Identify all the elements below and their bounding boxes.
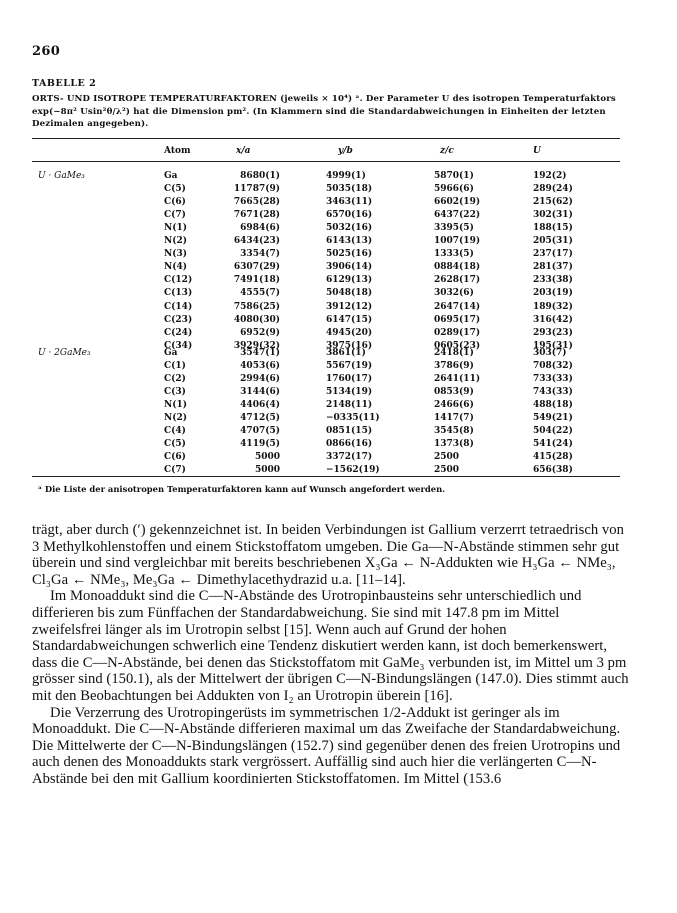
atom-cell: Ga <box>164 348 178 358</box>
u-cell: 293(23) <box>533 327 573 338</box>
z-cell: 0289(17) <box>434 327 481 338</box>
z-cell: 1333(5) <box>434 249 474 260</box>
z-cell: 3545(8) <box>434 426 474 437</box>
u-cell: 205(31) <box>533 236 573 247</box>
body-text <box>32 522 632 788</box>
paragraph-3: Die Verzerrung des Urotropingerüsts im symmetrischen 1/2-Addukt ist geringer als im Monoaddukt. Die C—N-Abstände differieren maximal um das Zweifache der Standardabweichung. Die Mittelwerte der C—N-Bindungslängen (152.7) sind gegenüber denen des freien Urotropins und auch denen des Monoaddukts stark vergrössert. Auffällig sind auch hier die verlängerten C—N-Abstände bei den mit Gallium koordinierten Stickstoffatomen. Im Mittel (153.6 <box>32 704 621 787</box>
x-cell: 5000 <box>254 465 280 476</box>
z-cell: 2466(6) <box>434 400 474 411</box>
atom-cell: N(3) <box>164 249 188 260</box>
y-cell: 3372(17) <box>326 452 373 463</box>
group-label: U · GaMe₃ <box>38 171 85 181</box>
u-cell: 192(2) <box>533 171 567 181</box>
page-number: 260 <box>32 44 61 59</box>
y-cell: 1760(17) <box>326 374 373 385</box>
z-cell: 2500 <box>434 465 460 476</box>
x-cell: 6434(23) <box>233 236 280 247</box>
u-cell: 415(28) <box>533 452 573 463</box>
table-label: TABELLE 2 <box>32 78 97 89</box>
y-cell: 4945(20) <box>326 327 373 338</box>
x-cell: 3547(1) <box>240 348 280 358</box>
y-cell: 3861(1) <box>326 348 366 358</box>
x-cell: 4712(5) <box>240 413 280 424</box>
x-cell: 8680(1) <box>240 171 280 181</box>
x-cell: 5000 <box>254 452 280 463</box>
y-cell: 6147(15) <box>326 314 373 325</box>
x-cell: 4555(7) <box>240 288 280 299</box>
y-cell: 6129(13) <box>326 275 373 286</box>
paragraph-1: trägt, aber durch (′) gekennzeichnet ist. In beiden Verbindungen ist Gallium verzerrt tetraedrisch von 3 Methylkohlenstoffen und einem Stickstoffatom umgeben. Die Ga—N-Abstände stimmen sehr gut überein und sind vergleichbar mit bereits beschriebenen X₃Ga ← N-Addukten wie H₃Ga ← NMe₃, Cl₃Ga ← NMe₃, Me₃Ga ← Dimethylacethydrazid u.a. [11–14]. <box>32 522 624 588</box>
z-cell: 2418(1) <box>434 348 474 358</box>
u-cell: 743(33) <box>533 387 573 398</box>
y-cell: 3906(14) <box>326 262 373 273</box>
u-cell: 504(22) <box>533 426 573 437</box>
z-cell: 6602(19) <box>434 197 481 208</box>
x-cell: 4707(5) <box>240 426 280 437</box>
atom-cell: N(2) <box>164 413 188 424</box>
z-cell: 2641(11) <box>434 374 481 385</box>
x-cell: 7491(18) <box>233 275 280 286</box>
x-cell: 6307(29) <box>233 262 280 273</box>
y-cell: 3912(12) <box>326 301 373 312</box>
u-cell: 656(38) <box>533 465 573 476</box>
u-cell: 316(42) <box>533 314 573 325</box>
z-cell: 0605(23) <box>434 340 481 351</box>
atom-cell: C(1) <box>164 361 186 372</box>
u-cell: 215(62) <box>533 197 573 208</box>
z-cell: 5966(6) <box>434 184 474 195</box>
z-cell: 3395(5) <box>434 223 474 234</box>
atom-cell: C(6) <box>164 197 186 208</box>
header-x: x/a <box>236 146 251 156</box>
u-cell: 302(31) <box>533 210 573 221</box>
y-cell: 5048(18) <box>326 288 373 299</box>
u-cell: 488(18) <box>533 400 573 411</box>
u-cell: 289(24) <box>533 184 573 195</box>
atom-cell: N(2) <box>164 236 188 247</box>
z-cell: 2628(17) <box>434 275 481 286</box>
atom-cell: C(12) <box>164 275 193 286</box>
u-cell: 541(24) <box>533 439 573 450</box>
table-header-rule <box>32 161 620 162</box>
atom-cell: C(3) <box>164 387 186 398</box>
atom-cell: C(6) <box>164 452 186 463</box>
atom-cell: C(4) <box>164 426 186 437</box>
atom-cell: Ga <box>164 171 178 181</box>
y-cell: 3463(11) <box>326 197 373 208</box>
atom-cell: N(4) <box>164 262 188 273</box>
u-cell: 195(31) <box>533 340 573 351</box>
atom-cell: C(13) <box>164 288 193 299</box>
z-cell: 1373(8) <box>434 439 474 450</box>
x-cell: 7671(28) <box>233 210 280 221</box>
z-cell: 0884(18) <box>434 262 481 273</box>
x-cell: 3144(6) <box>240 387 280 398</box>
x-cell: 4080(30) <box>233 314 280 325</box>
atom-cell: C(7) <box>164 210 186 221</box>
y-cell: 6570(16) <box>326 210 373 221</box>
x-cell: 4406(4) <box>240 400 280 411</box>
x-cell: 6952(9) <box>240 327 280 338</box>
atom-cell: C(23) <box>164 314 193 325</box>
header-z: z/c <box>440 146 454 156</box>
x-cell: 2994(6) <box>240 374 280 385</box>
z-cell: 0695(17) <box>434 314 481 325</box>
table-caption: ORTS- UND ISOTROPE TEMPERATURFAKTOREN (jeweils × 10⁴) ᵃ. Der Parameter U des isotropen Temperaturfaktors exp(−8π² Usin²θ/λ²) hat die Dimension pm². (In Klammern sind die Standardabweichungen in Einheiten der letzten Dezimalen angegeben). <box>32 94 616 129</box>
u-cell: 549(21) <box>533 413 573 424</box>
y-cell: 5025(16) <box>326 249 373 260</box>
y-cell: −0335(11) <box>326 413 380 424</box>
header-y: y/b <box>338 146 353 156</box>
z-cell: 6437(22) <box>434 210 481 221</box>
x-cell: 7665(28) <box>233 197 280 208</box>
u-cell: 237(17) <box>533 249 573 260</box>
atom-cell: C(34) <box>164 340 193 351</box>
z-cell: 0853(9) <box>434 387 474 398</box>
z-cell: 1007(19) <box>434 236 481 247</box>
y-cell: 0866(16) <box>326 439 373 450</box>
z-cell: 1417(7) <box>434 413 474 424</box>
y-cell: 6143(13) <box>326 236 373 247</box>
atom-cell: C(14) <box>164 301 193 312</box>
x-cell: 7586(25) <box>233 301 280 312</box>
x-cell: 6984(6) <box>240 223 280 234</box>
y-cell: 0851(15) <box>326 426 373 437</box>
y-cell: 5567(19) <box>326 361 373 372</box>
z-cell: 5870(1) <box>434 171 474 181</box>
y-cell: −1562(19) <box>326 465 380 476</box>
z-cell: 3786(9) <box>434 361 474 372</box>
atom-cell: C(7) <box>164 465 186 476</box>
y-cell: 5035(18) <box>326 184 373 195</box>
y-cell: 4999(1) <box>326 171 366 181</box>
u-cell: 708(32) <box>533 361 573 372</box>
x-cell: 3929(32) <box>233 340 280 351</box>
y-cell: 5134(19) <box>326 387 373 398</box>
u-cell: 281(37) <box>533 262 573 273</box>
y-cell: 2148(11) <box>326 400 373 411</box>
atom-cell: C(2) <box>164 374 186 385</box>
z-cell: 2500 <box>434 452 460 463</box>
paragraph-2: Im Monoaddukt sind die C—N-Abstände des Urotropinbausteins sehr unterschiedlich und differieren bis zum Fünffachen der Standardabweichung. Sie sind mit 147.8 pm im Mittel zweifelsfrei länger als im Urotropin selbst [15]. Wenn auch auf Grund der hohen Standardabweichungen schwerlich eine Tendenz diskutiert werden kann, ist doch bemerkenswert, dass die C—N-Abstände, bei denen das Stickstoffatom mit GaMe₃ verbunden ist, im Mittel um 3 pm grösser sind (150.1), als der Mittelwert der übrigen C—N-Bindungslängen (147.0). Dies stimmt auch mit den Beobachtungen bei Addukten von I₂ an Urotropin überein [16]. <box>32 588 629 704</box>
table-top-rule <box>32 138 620 139</box>
u-cell: 188(15) <box>533 223 573 234</box>
y-cell: 3975(16) <box>326 340 373 351</box>
z-cell: 3032(6) <box>434 288 474 299</box>
z-cell: 2647(14) <box>434 301 481 312</box>
x-cell: 4119(5) <box>240 439 280 450</box>
header-atom: Atom <box>164 146 191 156</box>
atom-cell: C(5) <box>164 184 186 195</box>
atom-cell: C(5) <box>164 439 186 450</box>
x-cell: 3354(7) <box>240 249 280 260</box>
u-cell: 189(32) <box>533 301 573 312</box>
u-cell: 233(38) <box>533 275 573 286</box>
u-cell: 203(19) <box>533 288 573 299</box>
atom-cell: N(1) <box>164 400 188 411</box>
atom-cell: C(24) <box>164 327 193 338</box>
table-bottom-rule <box>32 476 620 477</box>
x-cell: 4053(6) <box>240 361 280 372</box>
atom-cell: N(1) <box>164 223 188 234</box>
table-footnote: ᵃ Die Liste der anisotropen Temperaturfaktoren kann auf Wunsch angefordert werden. <box>38 484 446 494</box>
u-cell: 303(7) <box>533 348 567 358</box>
u-cell: 733(33) <box>533 374 573 385</box>
x-cell: 11787(9) <box>233 184 280 195</box>
header-u: U <box>533 146 541 156</box>
group-label: U · 2GaMe₃ <box>38 348 91 358</box>
y-cell: 5032(16) <box>326 223 373 234</box>
